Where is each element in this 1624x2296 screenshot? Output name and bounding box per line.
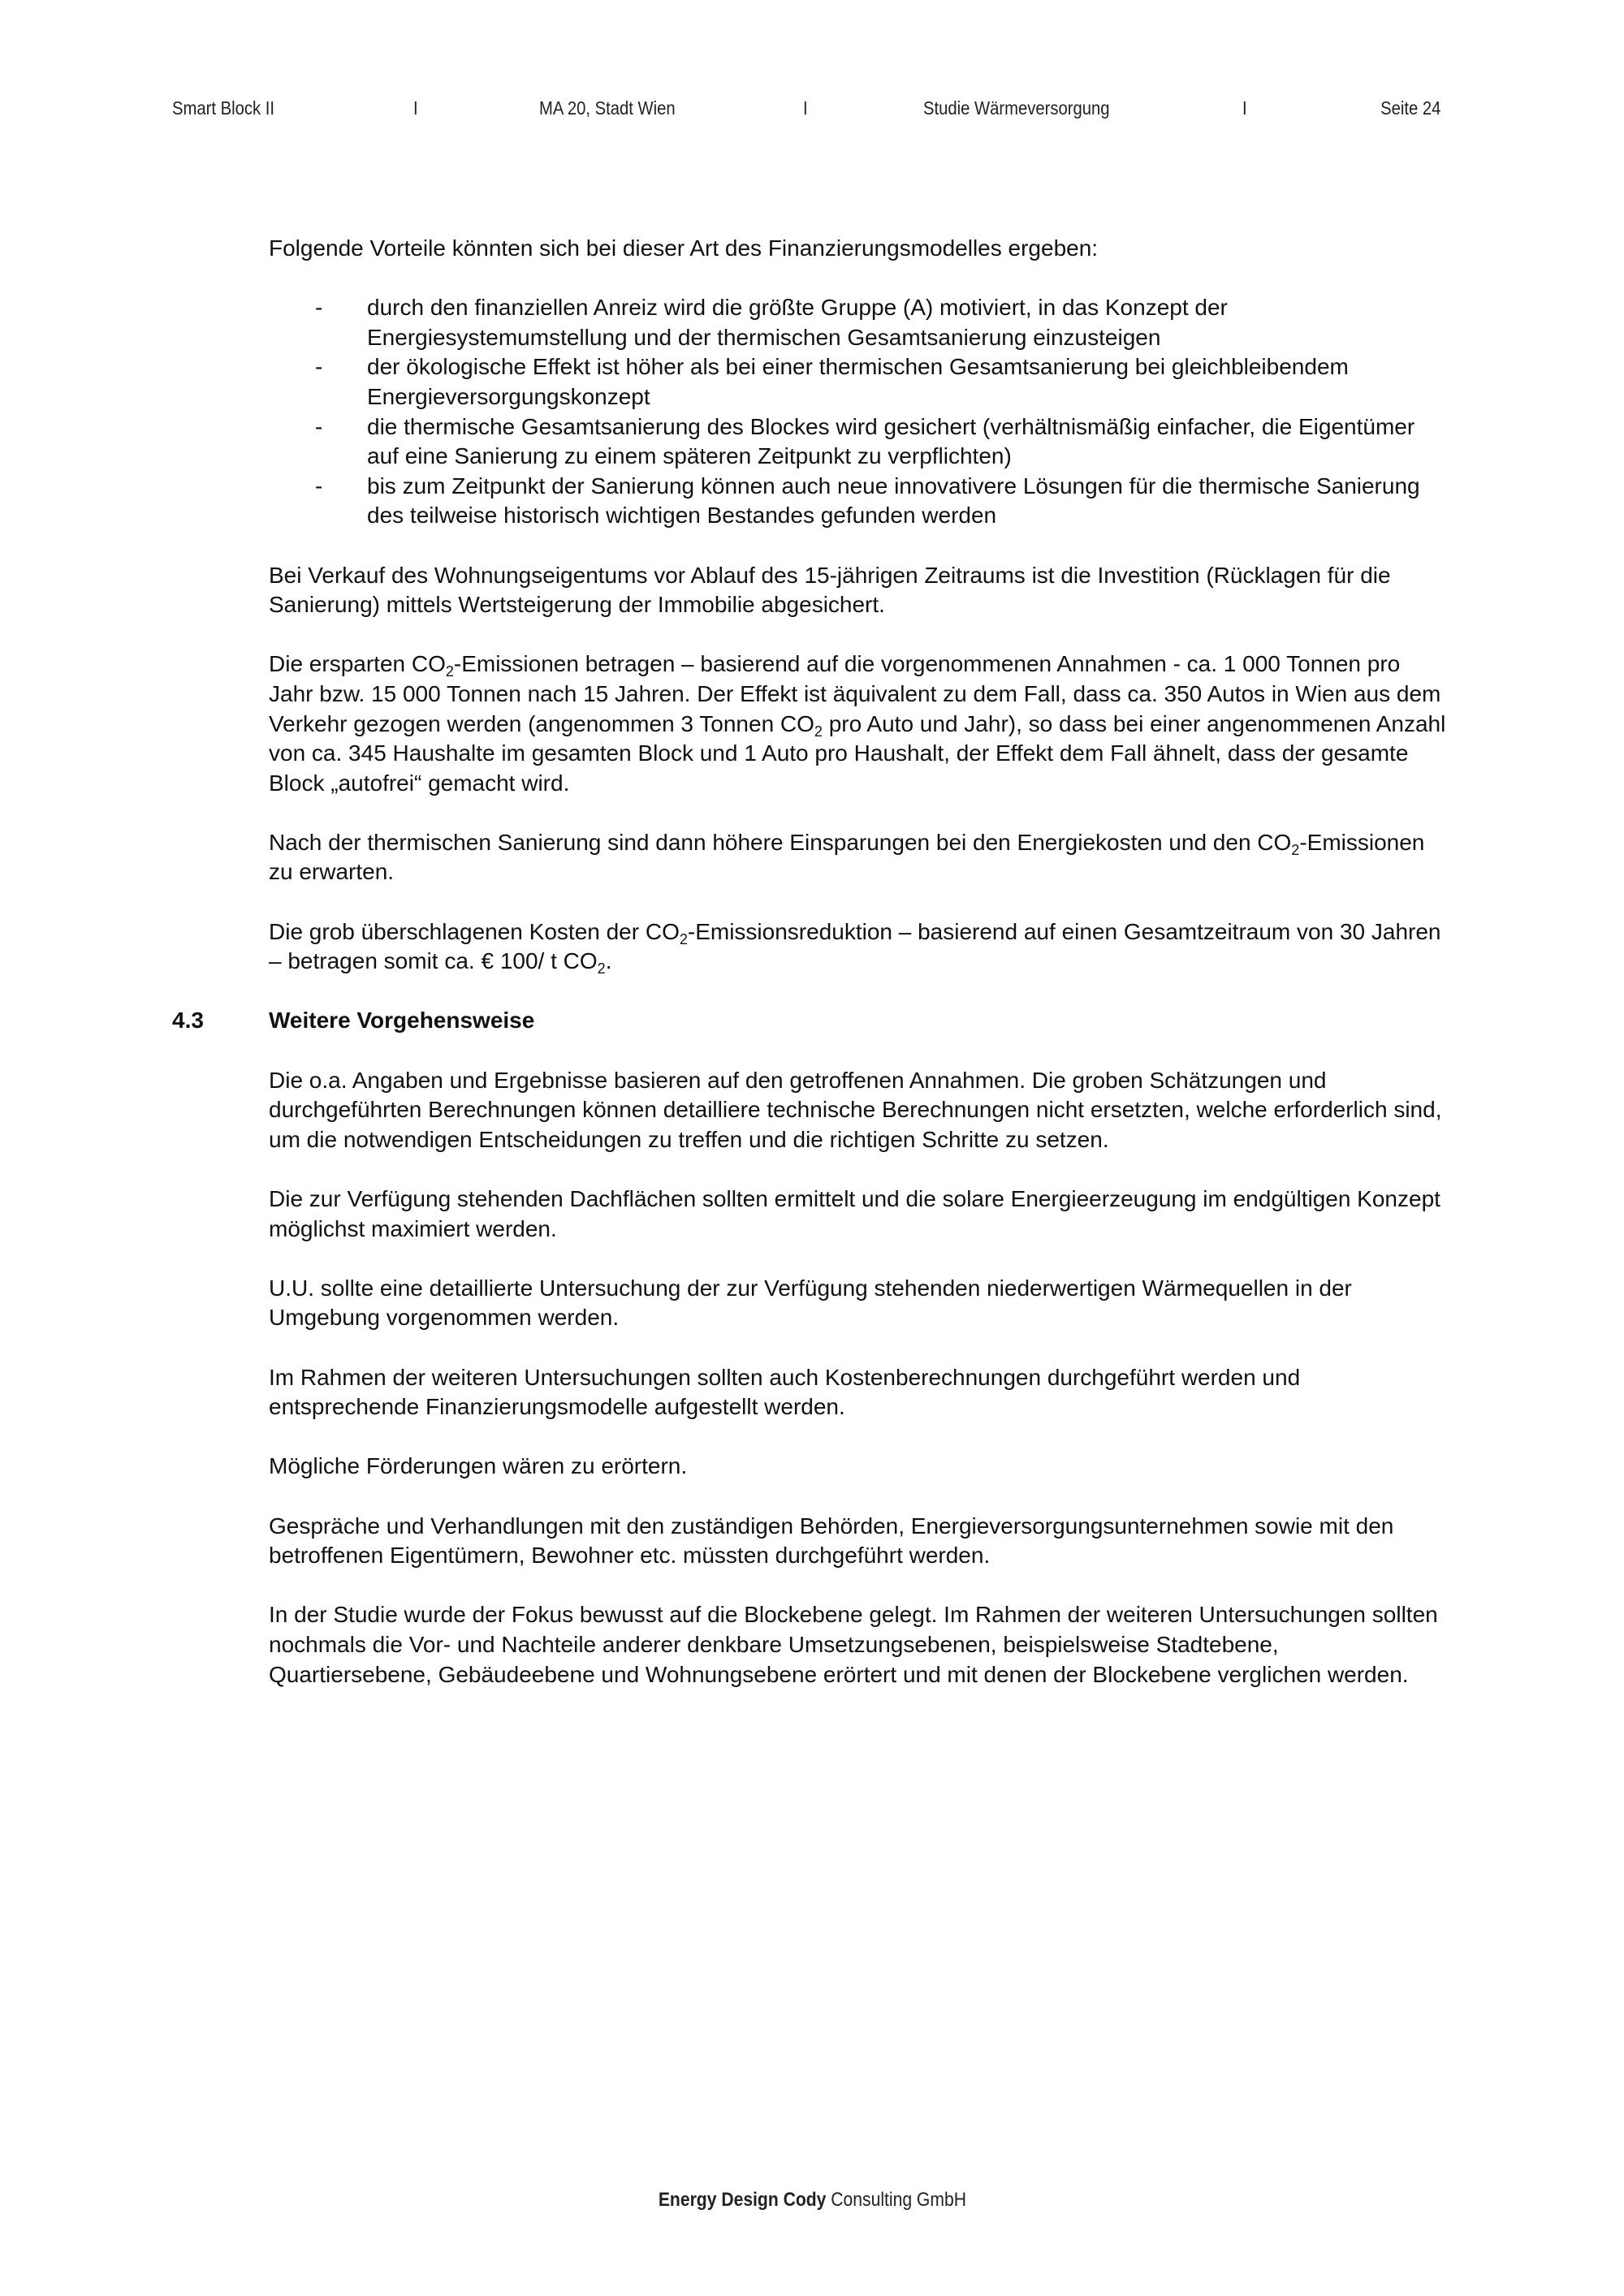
section-paragraph: Gespräche und Verhandlungen mit den zuständigen Behörden, Energieversorgungsunternehmen sowie mit den betroffenen Eigentümern, Bewohner etc. müssten durchgeführt werden. [269,1513,1394,1569]
header-separator: I [1242,97,1247,119]
section-paragraph: Mögliche Förderungen wären zu erörtern. [269,1453,688,1479]
section-paragraph: In der Studie wurde der Fokus bewusst auf die Blockebene gelegt. Im Rahmen der weiteren Untersuchungen sollten nochmals die Vor- und Nachteile anderer denkbare Umsetzungsebenen, beispielsweise Stadtebene, Quartiersebene, Gebäudeebene und Wohnungsebene erörtert und mit denen der Blockebene verglichen werden. [269,1602,1438,1687]
header-separator: I [803,97,808,119]
list-item-text: bis zum Zeitpunkt der Sanierung können auch neue innovativere Lösungen für die thermische Sanierung des teilweise historisch wichtigen Bestandes gefunden werden [367,473,1420,529]
list-item [269,472,1446,531]
header-page-number: Seite 24 [1380,97,1440,119]
section-paragraph: Die o.a. Angaben und Ergebnisse basieren auf den getroffenen Annahmen. Die groben Schätzungen und durchgeführten Berechnungen können detailliere technische Berechnungen nicht ersetzten, welche erforderlich sind, um die notwendigen Entscheidungen zu treffen und die richtigen Schritte zu setzen. [269,1067,1442,1152]
sale-paragraph: Bei Verkauf des Wohnungseigentums vor Ablauf des 15-jährigen Zeitraums ist die Investition (Rücklagen für die Sanierung) mittels Wertsteigerung der Immobilie abgesichert. [269,562,1391,618]
list-item-text: die thermische Gesamtsanierung des Blockes wird gesichert (verhältnismäßig einfacher, die Eigentümer auf eine Sanierung zu einem späteren Zeitpunkt zu verpflichten) [367,413,1415,469]
section-paragraph: Die zur Verfügung stehenden Dachflächen sollten ermittelt und die solare Energieerzeugung im endgültigen Konzept möglichst maximiert werden. [269,1186,1440,1241]
footer-company-bold: Energy Design Cody [658,2189,826,2211]
section-number: 4.3 [172,1008,204,1034]
costs-paragraph: Die grob überschlagenen Kosten der $CO_2$-Emissionsreduktion – basierend auf einen Gesamtzeitraum von 30 Jahren – betragen somit ca. € 100/ t $CO_2$. [269,918,1441,978]
list-item-text: durch den finanziellen Anreiz wird die größte Gruppe (A) motiviert, in das Konzept der Energiesystemumstellung und der thermischen Gesamtsanierung einzusteigen [367,295,1228,350]
header-separator: I [413,97,418,119]
list-item-text: der ökologische Effekt ist höher als bei einer thermischen Gesamtsanierung bei gleichbleibendem Energieversorgungskonzept [367,354,1349,409]
header-project: Smart Block II [172,97,274,119]
list-item [269,352,1446,412]
advantages-list [269,293,1446,531]
footer [0,2189,1624,2212]
bullet-dash: - [315,354,323,380]
section-heading [172,1006,1446,1036]
bullet-dash: - [315,473,323,498]
bullet-dash: - [315,295,323,321]
section-paragraph: U.U. sollte eine detaillierte Untersuchung der zur Verfügung stehenden niederwertigen Wärmequellen in der Umgebung vorgenommen werden. [269,1275,1352,1331]
co2-savings-paragraph: Die ersparten $CO_2$-Emissionen betragen – basierend auf die vorgenommenen Annahmen - ca. 1 000 Tonnen pro Jahr bzw. 15 000 Tonnen nach 15 Jahren. Der Effekt ist äquivalent zu dem Fall, dass ca. 350 Autos in Wien aus dem Verkehr gezogen werden (angenommen 3 Tonnen $CO_2$ pro Auto und Jahr), so dass bei einer angenommenen Anzahl von ca. 345 Haushalte im gesamten Block und 1 Auto pro Haushalt, der Effekt dem Fall ähnelt, dass der gesamte Block „autofrei“ gemacht wird. [269,651,1446,796]
section-title: Weitere Vorgehensweise [269,1008,535,1034]
bullet-dash: - [315,413,323,439]
post-renovation-paragraph: Nach der thermischen Sanierung sind dann höhere Einsparungen bei den Energiekosten und den $CO_2$-Emissionen zu erwarten. [269,829,1425,885]
section-paragraph: Im Rahmen der weiteren Untersuchungen sollten auch Kostenberechnungen durchgeführt werden und entsprechende Finanzierungsmodelle aufgestellt werden. [269,1364,1301,1420]
list-item [269,412,1446,472]
list-item [269,293,1446,352]
document-body [172,234,1446,1720]
header-client: MA 20, Stadt Wien [539,97,676,119]
header-study: Studie Wärmeversorgung [923,97,1110,119]
intro-paragraph: Folgende Vorteile könnten sich bei dieser Art des Finanzierungsmodelles ergeben: [269,235,1099,261]
footer-company-rest: Consulting GmbH [825,2189,966,2211]
